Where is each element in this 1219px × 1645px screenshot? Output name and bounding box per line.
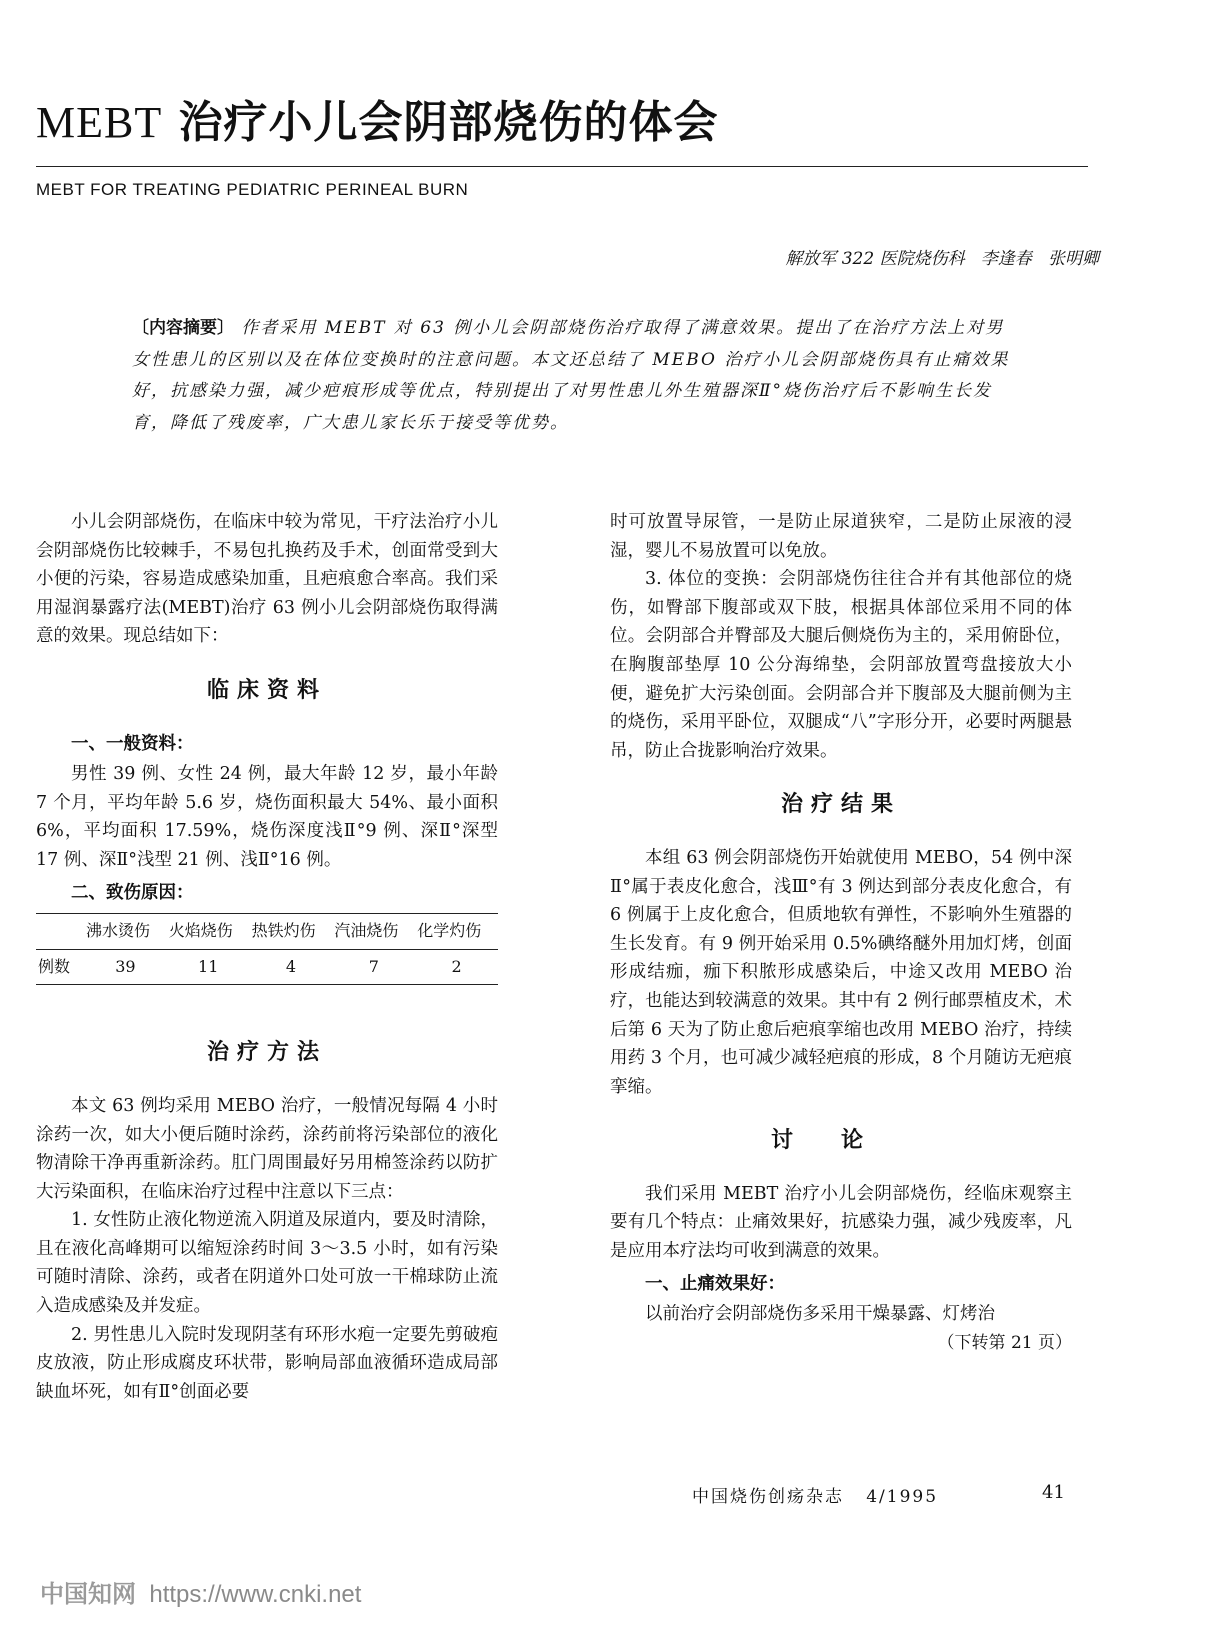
left-column: [36, 508, 498, 1406]
heading-pain: 一、止痛效果好：: [645, 1273, 785, 1294]
title-cjk: 治疗小儿会阴部烧伤的体会: [178, 97, 719, 148]
author-line: 解放军 322 医院烧伤科 李逢春 张明卿: [785, 249, 1099, 269]
abstract: [132, 313, 1022, 439]
abstract-label: 〔内容摘要〕: [132, 318, 234, 338]
cnki-watermark: [40, 1574, 361, 1609]
table-header: 汽油烧伤: [332, 914, 415, 950]
table-header: [36, 914, 84, 950]
right-column: [610, 508, 1072, 1357]
method-paragraph-3: 2. 男性患儿入院时发现阴茎有环形水疱一定要先剪破疱皮放液，防止形成腐皮环状带，影响局部血液循环造成局部缺血坏死，如有Ⅱ°创面必要: [36, 1324, 498, 1402]
heading-general: 一、一般资料：: [71, 733, 194, 754]
table-header: 沸水烫伤: [84, 914, 167, 950]
result-paragraph: 本组 63 例会阴部烧伤开始就使用 MEBO，54 例中深Ⅱ°属于表皮化愈合，浅Ⅲ°有 3 例达到部分表皮化愈合，有 6 例属于上皮化愈合，但质地软有弹性，不影响外生殖器的生长发育。有 9 例开始采用 0.5%碘络醚外用加灯烤，创面形成结痂，痂下积脓形成感染后，中途又改用 MEBO 治疗，也能达到较满意的效果。其中有 2 例行邮票植皮术，术后第 6 天为了防止愈后疤痕挛缩也改用 MEBO 治疗，持续用药 3 个月，也可减少减轻疤痕的形成，8 个月随访无疤痕挛缩。: [610, 847, 1072, 1097]
table-cell: 4: [250, 949, 333, 985]
discussion-paragraph: 我们采用 MEBT 治疗小儿会阴部烧伤，经临床观察主要有几个特点：止痛效果好，抗感染力强，减少残废率，凡是应用本疗法均可收到满意的效果。: [610, 1183, 1072, 1262]
table-cell: 例数: [36, 949, 84, 985]
cause-table: [36, 913, 498, 985]
table-cell: 2: [415, 949, 498, 985]
cnki-url: https://www.cnki.net: [149, 1581, 362, 1608]
general-paragraph: 男性 39 例、女性 24 例，最大年龄 12 岁，最小年龄 7 个月，平均年龄 5.6 岁，烧伤面积最大 54%、最小面积 6%，平均面积 17.59%，烧伤深度浅Ⅱ°9 例、深Ⅱ°深型 17 例、深Ⅱ°浅型 21 例、浅Ⅱ°16 例。: [36, 764, 498, 870]
heading-clinical: 临床资料: [206, 677, 327, 703]
table-header: 热铁灼伤: [250, 914, 333, 950]
table-header-row: [36, 914, 498, 950]
journal-footer: 中国烧伤创疡杂志 4/1995: [692, 1487, 939, 1507]
pain-paragraph: 以前治疗会阴部烧伤多采用干燥暴露、灯烤治: [645, 1304, 995, 1325]
table-header: 火焰烧伤: [167, 914, 250, 950]
cnki-brand: 中国知网: [40, 1581, 136, 1608]
page-number: 41: [1042, 1482, 1065, 1503]
intro-paragraph: 小儿会阴部烧伤，在临床中较为常见，干疗法治疗小儿会阴部烧伤比较棘手，不易包扎换药及手术，创面常受到大小便的污染，容易造成感染加重，且疤痕愈合率高。我们采用湿润暴露疗法(MEBT)治疗 63 例小儿会阴部烧伤取得满意的效果。现总结如下：: [36, 512, 498, 647]
table-cell: 7: [332, 949, 415, 985]
method-paragraph-4: 3. 体位的变换：会阴部烧伤往往合并有其他部位的烧伤，如臀部下腹部或双下肢，根据具体部位采用不同的体位。会阴部合并臀部及大腿后侧烧伤为主的，采用俯卧位，在胸腹部垫厚 10 公分海绵垫，会阴部放置弯盘接放大小便，避免扩大污染创面。会阴部合并下腹部及大腿前侧为主的烧伤，采用平卧位，双腿成“八”字形分开，必要时两腿悬吊，防止合拢影响治疗效果。: [610, 569, 1072, 761]
table-cell: 11: [167, 949, 250, 985]
heading-discussion: 讨论: [770, 1128, 911, 1154]
article-title: [36, 86, 719, 150]
title-rule: [36, 166, 1088, 167]
heading-cause: 二、致伤原因：: [71, 882, 194, 903]
table-cell: 39: [84, 949, 167, 985]
continued-note: （下转第 21 页）: [937, 1332, 1072, 1353]
english-subtitle: MEBT FOR TREATING PEDIATRIC PERINEAL BURN: [36, 180, 469, 199]
abstract-text: 作者采用 MEBT 对 63 例小儿会阴部烧伤治疗取得了满意效果。提出了在治疗方法上对男女性患儿的区别以及在体位变换时的注意问题。本文还总结了 MEBO 治疗小儿会阴部烧伤具有止痛效果好，抗感染力强，减少疤痕形成等优点，特别提出了对男性患儿外生殖器深Ⅱ°烧伤治疗后不影响生长发育，降低了残废率，广大患儿家长乐于接受等优势。: [132, 318, 1010, 433]
table-row: [36, 949, 498, 985]
method-paragraph-2: 1. 女性防止液化物逆流入阴道及尿道内，要及时清除，且在液化高峰期可以缩短涂药时间 3～3.5 小时，如有污染可随时清除、涂药，或者在阴道外口处可放一干棉球防止流入造成感染及并发症。: [36, 1210, 498, 1317]
continued-paragraph: 时可放置导尿管，一是防止尿道狭窄，二是防止尿液的浸湿，婴儿不易放置可以免放。: [610, 512, 1072, 561]
method-paragraph-1: 本文 63 例均采用 MEBO 治疗，一般情况每隔 4 小时涂药一次，如大小便后随时涂药，涂药前将污染部位的液化物清除干净再重新涂药。肛门周围最好另用棉签涂药以防扩大污染面积，在临床治疗过程中注意以下三点：: [36, 1095, 498, 1202]
title-latin: MEBT: [36, 98, 163, 147]
heading-method: 治疗方法: [206, 1040, 327, 1066]
table-header: 化学灼伤: [415, 914, 498, 950]
heading-result: 治疗结果: [780, 792, 901, 818]
